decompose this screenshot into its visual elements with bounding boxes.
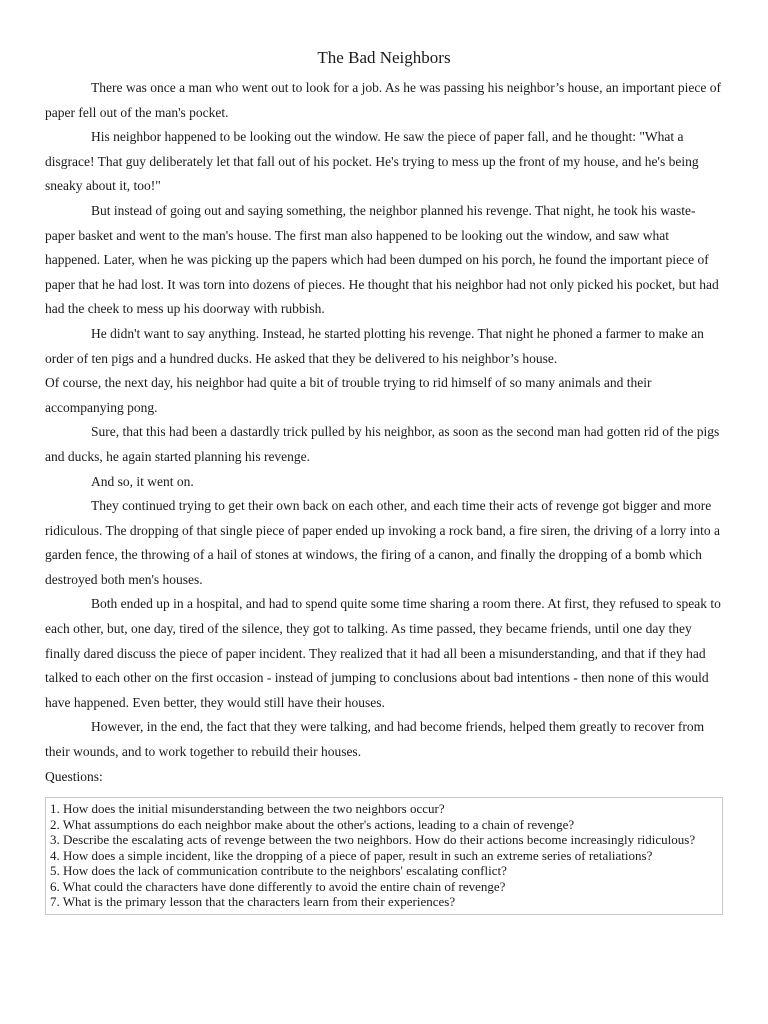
story-paragraph: Both ended up in a hospital, and had to spend quite some time sharing a room there. At first, they refused to speak to each other, but, one day, tired of the silence, they got to talking. As time passed, they became friends, until one day they finally dared discuss the piece of paper incident. They realized that it had all been a misunderstanding, and that if they had talked to each other on the first occasion - instead of jumping to conclusions about bad intentions - then none of this would have happened. Even better, they would still have their houses. (45, 596, 721, 710)
story-body (45, 76, 723, 765)
question-item: 2. What assumptions do each neighbor make about the other's actions, leading to a chain of revenge? (50, 816, 575, 832)
question-item: 5. How does the lack of communication contribute to the neighbors' escalating conflict? (50, 863, 507, 879)
story-paragraph: His neighbor happened to be looking out the window. He saw the piece of paper fall, and he thought: "What a disgrace! That guy deliberately let that fall out of his pocket. He's trying to mess up the front of my house, and he's being sneaky about it, too!" (45, 129, 699, 194)
questions-box (45, 797, 723, 915)
story-paragraph: And so, it went on. (91, 473, 194, 489)
story-paragraph: Sure, that this had been a dastardly trick pulled by his neighbor, as soon as the second man had gotten rid of the pigs and ducks, he again started planning his revenge. (45, 424, 720, 464)
story-paragraph: They continued trying to get their own back on each other, and each time their acts of revenge got bigger and more ridiculous. The dropping of that single piece of paper ended up invoking a rock band, a fire siren, the driving of a lorry into a garden fence, the throwing of a hail of stones at windows, the firing of a canon, and finally the dropping of a bomb which destroyed both men's houses. (45, 498, 720, 587)
story-paragraph: However, in the end, the fact that they were talking, and had become friends, helped them greatly to recover from their wounds, and to work together to rebuild their houses. (45, 719, 705, 760)
story-paragraph: He didn't want to say anything. Instead, he started plotting his revenge. That night he phoned a farmer to make an order of ten pigs and a hundred ducks. He asked that they be delivered to his neighbor’s house. (45, 325, 704, 366)
story-paragraph: Of course, the next day, his neighbor had quite a bit of trouble trying to rid himself of so many animals and their accompanying pong. (45, 375, 652, 415)
question-item: 6. What could the characters have done differently to avoid the entire chain of revenge? (50, 878, 506, 894)
document-title: The Bad Neighbors (317, 48, 451, 67)
story-paragraph: But instead of going out and saying something, the neighbor planned his revenge. That night, he took his waste-paper basket and went to the man's house. The first man also happened to be looking out the window, and saw what happened. Later, when he was picking up the papers which had been dumped on his porch, he found the important piece of paper that he had lost. It was torn into dozens of pieces. He thought that his neighbor had not only picked his pocket, but had had the cheek to mess up his doorway with rubbish. (45, 202, 719, 317)
question-item: 7. What is the primary lesson that the characters learn from their experiences? (50, 894, 456, 910)
story-paragraph: There was once a man who went out to look for a job. As he was passing his neighbor’s house, an important piece of paper fell out of the man's pocket. (45, 80, 721, 120)
question-item: 1. How does the initial misunderstanding between the two neighbors occur? (50, 801, 445, 817)
question-item: 4. How does a simple incident, like the dropping of a piece of paper, result in such an extreme series of retaliations? (50, 847, 653, 863)
document-page (45, 46, 723, 915)
questions-list (50, 801, 718, 910)
question-item: 3. Describe the escalating acts of revenge between the two neighbors. How do their actions become increasingly ridiculous? (50, 832, 696, 848)
questions-heading: Questions: (45, 768, 103, 784)
